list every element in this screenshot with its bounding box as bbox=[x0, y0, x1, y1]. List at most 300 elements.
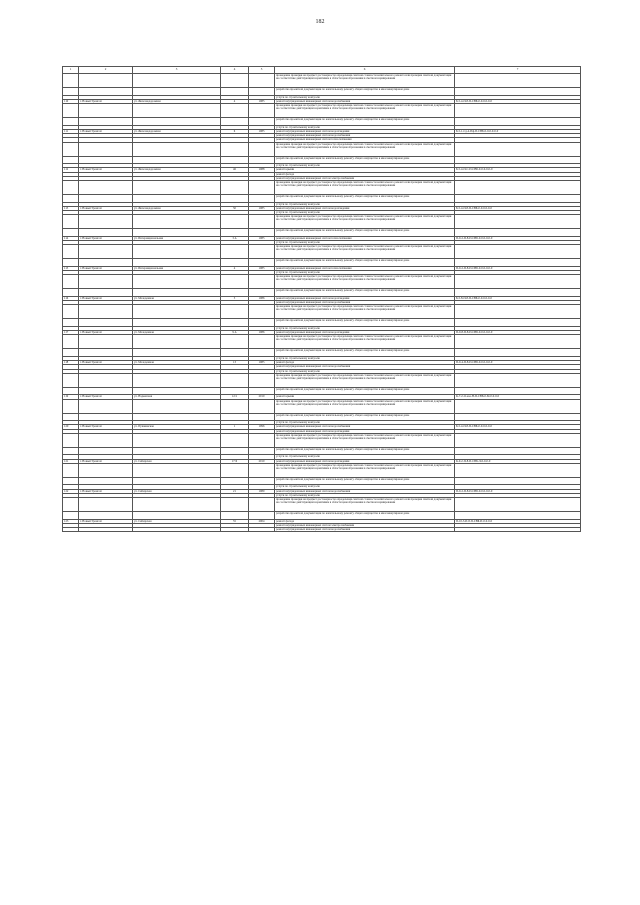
street-cell bbox=[133, 463, 221, 477]
house-cell bbox=[221, 463, 249, 477]
work-type-cell: разработка проектной документации по капитальному ремонту общего имущества в многоквартирном доме bbox=[275, 319, 455, 327]
code-cell: К-7-2-О-м-в-Н-П-СВБ-0-М-0-0-0-0 bbox=[455, 395, 581, 399]
work-type-cell: разработка проектной документации по капитальному ремонту общего имущества в многоквартирном доме bbox=[275, 195, 455, 203]
year-cell bbox=[249, 413, 275, 421]
city-cell bbox=[79, 88, 133, 96]
work-type-cell: проведение проверки на предмет достоверности определения сметной стоимости капитального ремонта или проверки сметной документации на соответствие действующим нормативам в области ценообразования в сметном нормировании bbox=[275, 104, 455, 118]
year-cell bbox=[249, 156, 275, 164]
code-cell bbox=[455, 512, 581, 520]
year-cell bbox=[249, 245, 275, 259]
row-number-cell: 120 bbox=[63, 425, 79, 429]
work-type-cell: ремонт фасада bbox=[275, 361, 455, 365]
year-cell bbox=[249, 498, 275, 512]
row-number-cell: 112 bbox=[63, 168, 79, 172]
house-cell bbox=[221, 142, 249, 156]
row-number-cell bbox=[63, 463, 79, 477]
code-cell bbox=[455, 118, 581, 126]
work-type-cell: проведение проверки на предмет достоверности определения сметной стоимости капитального ремонта или проверки сметной документации на соответствие действующим нормативам в области ценообразования в сметном нормировании bbox=[275, 498, 455, 512]
header-cell: 1 bbox=[63, 67, 79, 74]
table-subrow bbox=[63, 275, 581, 289]
year-cell bbox=[249, 335, 275, 349]
page-number: 182 bbox=[315, 19, 325, 25]
code-cell bbox=[455, 433, 581, 447]
table-subrow bbox=[63, 413, 581, 421]
code-cell bbox=[455, 463, 581, 477]
house-cell: 50 bbox=[221, 206, 249, 210]
work-type-cell: ремонт фасада bbox=[275, 172, 455, 176]
work-type-cell: ремонт крыши bbox=[275, 395, 455, 399]
table-subrow bbox=[63, 195, 581, 203]
house-cell bbox=[221, 477, 249, 485]
year-cell: 1985 bbox=[249, 206, 275, 210]
year-cell: 1985 bbox=[249, 129, 275, 133]
table-subrow bbox=[63, 215, 581, 229]
work-type-cell: ремонт внутридомовых инженерных систем электроснабжения bbox=[275, 523, 455, 527]
code-cell bbox=[455, 289, 581, 297]
street-cell: ул. Железнодорожная bbox=[133, 129, 221, 133]
code-cell: П-9-2-П-8-П-СВБ-0-0-0-0-0-0 bbox=[455, 266, 581, 270]
work-type-cell: разработка проектной документации по капитальному ремонту общего имущества в многоквартирном доме bbox=[275, 229, 455, 237]
city-cell bbox=[79, 477, 133, 485]
code-cell: Б-5-4-П-8-П-СВБ-0-0-0-0-0-0 bbox=[455, 425, 581, 429]
row-number-cell bbox=[63, 399, 79, 413]
work-type-cell: ремонт внутридомовых инженерных систем водоотведения bbox=[275, 206, 455, 210]
code-cell: П-9-2-П-8-П-СВБ-0-0-0-0-0-0 bbox=[455, 236, 581, 240]
city-cell bbox=[79, 104, 133, 118]
header-cell: 3 bbox=[133, 67, 221, 74]
code-cell: Б-5-4-П-8-П-СВБ-0-0-0-0-0-0 bbox=[455, 99, 581, 103]
code-cell bbox=[455, 88, 581, 96]
year-cell bbox=[249, 259, 275, 267]
row-number-cell bbox=[63, 259, 79, 267]
row-number-cell bbox=[63, 349, 79, 357]
row-number-cell bbox=[63, 528, 79, 532]
work-type-cell: ремонт фасада bbox=[275, 519, 455, 523]
year-cell bbox=[249, 528, 275, 532]
work-type-cell: проведение проверки на предмет достоверности определения сметной стоимости капитального ремонта или проверки сметной документации на соответствие действующим нормативам в области ценообразования в сметном нормировании bbox=[275, 399, 455, 413]
row-number-cell bbox=[63, 433, 79, 447]
work-type-cell: ремонт внутридомовых инженерных систем водоотведения bbox=[275, 331, 455, 335]
work-type-cell: ремонт крыши bbox=[275, 168, 455, 172]
code-cell bbox=[455, 387, 581, 395]
street-cell bbox=[133, 156, 221, 164]
house-cell bbox=[221, 88, 249, 96]
street-cell bbox=[133, 74, 221, 88]
city-cell: г. Новый Уренгой bbox=[79, 168, 133, 172]
row-number-cell: 113 bbox=[63, 206, 79, 210]
city-cell bbox=[79, 118, 133, 126]
city-cell bbox=[79, 195, 133, 203]
year-cell: 1985 bbox=[249, 236, 275, 240]
street-cell: ул. Железнодорожная bbox=[133, 99, 221, 103]
row-number-cell bbox=[63, 447, 79, 455]
work-type-cell: разработка проектной документации по капитальному ремонту общего имущества в многоквартирном доме bbox=[275, 447, 455, 455]
work-type-cell: разработка проектной документации по капитальному ремонту общего имущества в многоквартирном доме bbox=[275, 387, 455, 395]
house-cell bbox=[221, 498, 249, 512]
work-type-cell: проведение проверки на предмет достоверности определения сметной стоимости капитального ремонта или проверки сметной документации на соответствие действующим нормативам в области ценообразования в сметном нормировании bbox=[275, 215, 455, 229]
street-cell: ул. Сибирская bbox=[133, 459, 221, 463]
work-type-cell: проведение проверки на предмет достоверности определения сметной стоимости капитального ремонта или проверки сметной документации на соответствие действующим нормативам в области ценообразования в сметном нормировании bbox=[275, 433, 455, 447]
house-cell bbox=[221, 319, 249, 327]
street-cell bbox=[133, 399, 221, 413]
year-cell: 1989 bbox=[249, 489, 275, 493]
work-type-cell: разработка проектной документации по капитальному ремонту общего имущества в многоквартирном доме bbox=[275, 349, 455, 357]
year-cell bbox=[249, 447, 275, 455]
table-subrow bbox=[63, 373, 581, 387]
street-cell bbox=[133, 118, 221, 126]
house-cell bbox=[221, 215, 249, 229]
work-type-cell: услуги по строительному контролю bbox=[275, 241, 455, 245]
code-cell: Б-5-4-П-8-П-СВБ-0-0-0-0-0-0 bbox=[455, 206, 581, 210]
table-subrow bbox=[63, 156, 581, 164]
code-cell bbox=[455, 413, 581, 421]
house-cell bbox=[221, 512, 249, 520]
city-cell: г. Новый Уренгой bbox=[79, 459, 133, 463]
city-cell: г. Новый Уренгой bbox=[79, 296, 133, 300]
table-subrow bbox=[63, 104, 581, 118]
house-cell bbox=[221, 245, 249, 259]
street-cell bbox=[133, 387, 221, 395]
year-cell bbox=[249, 463, 275, 477]
street-cell bbox=[133, 477, 221, 485]
table-row bbox=[63, 74, 581, 88]
year-cell bbox=[249, 275, 275, 289]
city-cell bbox=[79, 305, 133, 319]
year-cell: 1986 bbox=[249, 296, 275, 300]
house-cell bbox=[221, 289, 249, 297]
work-type-cell: проведение проверки на предмет достоверности определения сметной стоимости капитального ремонта или проверки сметной документации на соответствие действующим нормативам в области ценообразования в сметном нормировании bbox=[275, 275, 455, 289]
row-number-cell bbox=[63, 335, 79, 349]
street-cell: ул. Надымская bbox=[133, 395, 221, 399]
city-cell bbox=[79, 433, 133, 447]
house-cell: 12/1 bbox=[221, 395, 249, 399]
city-cell bbox=[79, 156, 133, 164]
city-cell: г. Новый Уренгой bbox=[79, 206, 133, 210]
table-header-row bbox=[63, 67, 581, 74]
city-cell: г. Новый Уренгой bbox=[79, 236, 133, 240]
work-type-cell: разработка проектной документации по капитальному ремонту общего имущества в многоквартирном доме bbox=[275, 118, 455, 126]
street-cell: ул. Железнодорожная bbox=[133, 168, 221, 172]
table-subrow bbox=[63, 349, 581, 357]
table-subrow bbox=[63, 528, 581, 532]
table-subrow bbox=[63, 88, 581, 96]
row-number-cell bbox=[63, 229, 79, 237]
city-cell: г. Новый Уренгой bbox=[79, 519, 133, 523]
street-cell bbox=[133, 373, 221, 387]
work-type-cell: ремонт внутридомовых инженерных систем водоснабжения bbox=[275, 134, 455, 138]
year-cell: 2010 bbox=[249, 459, 275, 463]
street-cell bbox=[133, 319, 221, 327]
year-cell: 1988 bbox=[249, 168, 275, 172]
house-cell bbox=[221, 387, 249, 395]
year-cell: 1985 bbox=[249, 99, 275, 103]
house-cell bbox=[221, 74, 249, 88]
street-cell bbox=[133, 498, 221, 512]
work-type-cell: ремонт внутридомовых инженерных систем водоотведения bbox=[275, 429, 455, 433]
row-number-cell: 114 bbox=[63, 236, 79, 240]
street-cell bbox=[133, 104, 221, 118]
city-cell bbox=[79, 373, 133, 387]
year-cell: 2010 bbox=[249, 395, 275, 399]
work-type-cell: услуги по строительному контролю bbox=[275, 455, 455, 459]
work-type-cell: проведение проверки на предмет достоверности определения сметной стоимости капитального ремонта или проверки сметной документации на соответствие действующим нормативам в области ценообразования в сметном нормировании bbox=[275, 373, 455, 387]
table-subrow bbox=[63, 259, 581, 267]
work-type-cell: услуги по строительному контролю bbox=[275, 125, 455, 129]
city-cell bbox=[79, 512, 133, 520]
code-cell: Б-5-1-Сд-4-Пф-П-СВБ-0-0-0-0-0-0 bbox=[455, 129, 581, 133]
row-number-cell: 121 bbox=[63, 459, 79, 463]
code-cell bbox=[455, 349, 581, 357]
row-number-cell: 116 bbox=[63, 296, 79, 300]
work-type-cell: услуги по строительному контролю bbox=[275, 493, 455, 497]
city-cell: г. Новый Уренгой bbox=[79, 361, 133, 365]
work-type-cell: услуги по строительному контролю bbox=[275, 211, 455, 215]
year-cell bbox=[249, 373, 275, 387]
work-type-cell: ремонт внутридомовых инженерных систем водоснабжения bbox=[275, 425, 455, 429]
header-cell: 2 bbox=[79, 67, 133, 74]
year-cell bbox=[249, 387, 275, 395]
street-cell bbox=[133, 335, 221, 349]
code-cell: К-9-2-П-8-П-СВБ-Л-0-0-0-0 bbox=[455, 459, 581, 463]
work-type-cell: разработка проектной документации по капитальному ремонту общего имущества в многоквартирном доме bbox=[275, 413, 455, 421]
house-cell: 21 bbox=[221, 489, 249, 493]
code-cell bbox=[455, 195, 581, 203]
house-cell bbox=[221, 229, 249, 237]
city-cell bbox=[79, 245, 133, 259]
row-number-cell bbox=[63, 74, 79, 88]
row-number-cell: 118 bbox=[63, 361, 79, 365]
house-cell: 5 bbox=[221, 296, 249, 300]
house-cell bbox=[221, 118, 249, 126]
code-cell bbox=[455, 477, 581, 485]
house-cell bbox=[221, 335, 249, 349]
code-cell bbox=[455, 74, 581, 88]
house-cell bbox=[221, 413, 249, 421]
city-cell bbox=[79, 335, 133, 349]
street-cell bbox=[133, 289, 221, 297]
code-cell bbox=[455, 275, 581, 289]
street-cell bbox=[133, 245, 221, 259]
year-cell bbox=[249, 433, 275, 447]
house-cell bbox=[221, 373, 249, 387]
city-cell bbox=[79, 387, 133, 395]
row-number-cell: 122 bbox=[63, 489, 79, 493]
code-cell: П-10-3-П-8-П-СВБ-П-0-0-0-0 bbox=[455, 519, 581, 523]
header-cell: 6 bbox=[275, 67, 455, 74]
street-cell bbox=[133, 181, 221, 195]
table-subrow bbox=[63, 512, 581, 520]
city-cell bbox=[79, 229, 133, 237]
work-type-cell: ремонт внутридомовых инженерных систем водоснабжения bbox=[275, 489, 455, 493]
house-cell: 9 А bbox=[221, 331, 249, 335]
year-cell bbox=[249, 88, 275, 96]
city-cell bbox=[79, 289, 133, 297]
work-type-cell: ремонт внутридомовых инженерных систем теплоснабжения bbox=[275, 236, 455, 240]
year-cell bbox=[249, 104, 275, 118]
row-number-cell bbox=[63, 373, 79, 387]
header-cell: 4 bbox=[221, 67, 249, 74]
row-number-cell: 119 bbox=[63, 395, 79, 399]
work-type-cell: разработка проектной документации по капитальному ремонту общего имущества в многоквартирном доме bbox=[275, 88, 455, 96]
year-cell bbox=[249, 181, 275, 195]
row-number-cell bbox=[63, 215, 79, 229]
work-type-cell: проведение проверки на предмет достоверности определения сметной стоимости капитального ремонта или проверки сметной документации на соответствие действующим нормативам в области ценообразования в сметном нормировании bbox=[275, 305, 455, 319]
work-type-cell: проведение проверки на предмет достоверности определения сметной стоимости капитального ремонта или проверки сметной документации на соответствие действующим нормативам в области ценообразования в сметном нормировании bbox=[275, 463, 455, 477]
city-cell bbox=[79, 259, 133, 267]
street-cell: ул. Интернациональная bbox=[133, 236, 221, 240]
code-cell bbox=[455, 215, 581, 229]
house-cell bbox=[221, 259, 249, 267]
city-cell bbox=[79, 413, 133, 421]
row-number-cell bbox=[63, 88, 79, 96]
capital-repair-table bbox=[62, 66, 581, 532]
row-number-cell bbox=[63, 245, 79, 259]
table-body bbox=[63, 74, 581, 532]
street-cell: ул. Молодежная bbox=[133, 331, 221, 335]
work-type-cell: ремонт внутридомовых инженерных систем водоснабжения bbox=[275, 528, 455, 532]
street-cell bbox=[133, 88, 221, 96]
city-cell: г. Новый Уренгой bbox=[79, 395, 133, 399]
work-type-cell: ремонт внутридомовых инженерных систем водоснабжения bbox=[275, 99, 455, 103]
house-cell: 1 bbox=[221, 425, 249, 429]
row-number-cell bbox=[63, 319, 79, 327]
house-cell bbox=[221, 275, 249, 289]
year-cell bbox=[249, 289, 275, 297]
table-subrow bbox=[63, 498, 581, 512]
street-cell: ул. Сибирская bbox=[133, 489, 221, 493]
code-cell bbox=[455, 229, 581, 237]
row-number-cell bbox=[63, 118, 79, 126]
work-type-cell: разработка проектной документации по капитальному ремонту общего имущества в многоквартирном доме bbox=[275, 477, 455, 485]
house-cell bbox=[221, 104, 249, 118]
street-cell bbox=[133, 349, 221, 357]
street-cell bbox=[133, 433, 221, 447]
year-cell bbox=[249, 349, 275, 357]
work-type-cell: ремонт внутридомовых инженерных систем водоотведения bbox=[275, 296, 455, 300]
year-cell bbox=[249, 195, 275, 203]
work-type-cell: услуги по строительному контролю bbox=[275, 164, 455, 168]
street-cell bbox=[133, 259, 221, 267]
work-type-cell: услуги по строительному контролю bbox=[275, 356, 455, 360]
city-cell bbox=[79, 74, 133, 88]
house-cell bbox=[221, 528, 249, 532]
row-number-cell: 110 bbox=[63, 99, 79, 103]
row-number-cell: 123 bbox=[63, 519, 79, 523]
table-subrow bbox=[63, 245, 581, 259]
work-type-cell: услуги по строительному контролю bbox=[275, 202, 455, 206]
city-cell bbox=[79, 447, 133, 455]
city-cell: г. Новый Уренгой bbox=[79, 489, 133, 493]
street-cell bbox=[133, 142, 221, 156]
work-type-cell: ремонт внутридомовых инженерных систем водоотведения bbox=[275, 129, 455, 133]
row-number-cell bbox=[63, 498, 79, 512]
header-cell: 5 bbox=[249, 67, 275, 74]
year-cell bbox=[249, 229, 275, 237]
header-cell: 7 bbox=[455, 67, 581, 74]
row-number-cell bbox=[63, 387, 79, 395]
year-cell bbox=[249, 319, 275, 327]
year-cell bbox=[249, 74, 275, 88]
street-cell bbox=[133, 413, 221, 421]
work-type-cell: ремонт внутридомовых инженерных систем водоснабжения bbox=[275, 301, 455, 305]
row-number-cell bbox=[63, 512, 79, 520]
table-subrow bbox=[63, 305, 581, 319]
row-number-cell bbox=[63, 195, 79, 203]
code-cell bbox=[455, 373, 581, 387]
code-cell bbox=[455, 335, 581, 349]
code-cell bbox=[455, 142, 581, 156]
table-subrow bbox=[63, 118, 581, 126]
code-cell bbox=[455, 156, 581, 164]
row-number-cell bbox=[63, 156, 79, 164]
code-cell bbox=[455, 245, 581, 259]
work-type-cell: услуги по строительному контролю bbox=[275, 326, 455, 330]
house-cell: 4 bbox=[221, 266, 249, 270]
house-cell bbox=[221, 156, 249, 164]
code-cell: П-9-4-П-8-П-СВБ-0-0-0-0-0-0 bbox=[455, 361, 581, 365]
city-cell bbox=[79, 498, 133, 512]
code-cell: Б-5-8-П-8-П-СВБ-0-0-0-0-0-0 bbox=[455, 296, 581, 300]
year-cell bbox=[249, 118, 275, 126]
row-number-cell bbox=[63, 181, 79, 195]
year-cell bbox=[249, 512, 275, 520]
work-type-cell: ремонт внутридомовых инженерных систем водоснабжения bbox=[275, 365, 455, 369]
house-cell: 13 bbox=[221, 361, 249, 365]
city-cell: г. Новый Уренгой bbox=[79, 425, 133, 429]
house-cell: 17 Б bbox=[221, 459, 249, 463]
row-number-cell bbox=[63, 142, 79, 156]
city-cell: г. Новый Уренгой bbox=[79, 266, 133, 270]
code-cell: Б-5-4-П-С-П-СВБ-0-0-0-0-0-0 bbox=[455, 168, 581, 172]
year-cell: 2004 bbox=[249, 519, 275, 523]
table-subrow bbox=[63, 289, 581, 297]
table-subrow bbox=[63, 319, 581, 327]
code-cell: П-9-2-П-8-П-СВБ-0-0-0-0-0-0 bbox=[455, 489, 581, 493]
city-cell bbox=[79, 528, 133, 532]
work-type-cell: услуги по строительному контролю bbox=[275, 271, 455, 275]
city-cell bbox=[79, 181, 133, 195]
table-subrow bbox=[63, 229, 581, 237]
code-cell bbox=[455, 399, 581, 413]
row-number-cell bbox=[63, 477, 79, 485]
work-type-cell: услуги по строительному контролю bbox=[275, 369, 455, 373]
city-cell bbox=[79, 463, 133, 477]
city-cell bbox=[79, 215, 133, 229]
table-subrow bbox=[63, 433, 581, 447]
house-cell: 6 bbox=[221, 129, 249, 133]
table-subrow bbox=[63, 477, 581, 485]
city-cell bbox=[79, 399, 133, 413]
work-type-cell: проведение проверки на предмет достоверности определения сметной стоимости капитального ремонта или проверки сметной документации на соответствие действующим нормативам в области ценообразования в сметном нормировании bbox=[275, 181, 455, 195]
house-cell: 3 А bbox=[221, 236, 249, 240]
city-cell bbox=[79, 349, 133, 357]
year-cell bbox=[249, 142, 275, 156]
work-type-cell: услуги по строительному контролю bbox=[275, 485, 455, 489]
city-cell: г. Новый Уренгой bbox=[79, 331, 133, 335]
row-number-cell bbox=[63, 275, 79, 289]
work-type-cell: услуги по строительному контролю bbox=[275, 95, 455, 99]
table-subrow bbox=[63, 463, 581, 477]
work-type-cell: разработка проектной документации по капитальному ремонту общего имущества в многоквартирном доме bbox=[275, 512, 455, 520]
row-number-cell bbox=[63, 305, 79, 319]
house-cell: 46 bbox=[221, 168, 249, 172]
work-type-cell: проведение проверки на предмет достоверности определения сметной стоимости капитального ремонта или проверки сметной документации на соответствие действующим нормативам в области ценообразования в сметном нормировании bbox=[275, 335, 455, 349]
row-number-cell: 111 bbox=[63, 129, 79, 133]
street-cell bbox=[133, 215, 221, 229]
year-cell: 1985 bbox=[249, 361, 275, 365]
work-type-cell: ремонт внутридомовых инженерных систем водоотведения bbox=[275, 459, 455, 463]
street-cell bbox=[133, 447, 221, 455]
